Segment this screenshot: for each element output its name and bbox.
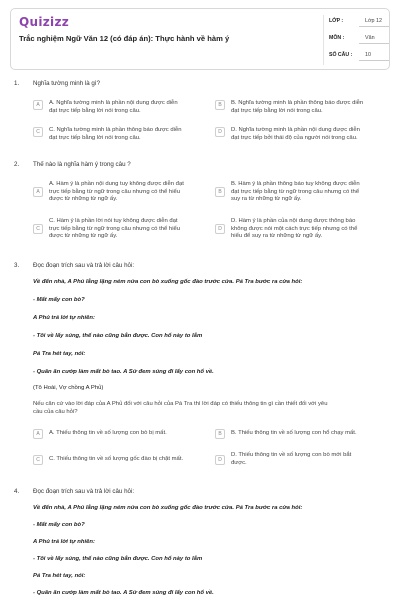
option-key: D bbox=[215, 455, 225, 465]
option-key: B bbox=[215, 429, 225, 439]
passage-line: Về đến nhà, A Phủ lẳng lặng ném nửa con bò xuống gốc đào trước cửa. Pá Tra bước ra cửa hỏi: bbox=[33, 279, 303, 285]
meta-subject-label: MÔN : bbox=[329, 35, 345, 41]
option-text: D. Nghĩa tường minh là phần nội dung được diễn đạt trực tiếp bởi thái độ của người nói trong câu. bbox=[231, 127, 360, 141]
option-text: C. Hàm ý là phần lời nói tuy không được diễn đạt trực tiếp bằng từ ngữ trong câu nhưng có thể hiểu được từ những từ ngữ ấy. bbox=[49, 218, 181, 240]
passage-line: - Mất mấy con bò? bbox=[33, 522, 85, 528]
option-key: B bbox=[215, 187, 225, 197]
option-text: B. Hàm ý là phần thông báo tuy không được diễn đạt trực tiếp bằng từ ngữ trong câu nhưng có thể suy ra từ những từ ngữ ấy. bbox=[231, 181, 360, 203]
meta-subject-value: Văn bbox=[359, 32, 389, 44]
worksheet-title: Trắc nghiệm Ngữ Văn 12 (có đáp án): Thực hành về hàm ý bbox=[19, 34, 230, 43]
option-key: A bbox=[33, 187, 43, 197]
passage-line: - Tôi về lấy súng, thế nào cũng bắn được. Con hổ này to lắm bbox=[33, 556, 203, 562]
question-number: 3. bbox=[14, 262, 20, 269]
option-text: D. Hàm ý là phần của nội dung được thông báo không được nói một cách trực tiếp nhưng có thể hiểu để suy ra từ những từ ngữ ấy. bbox=[231, 218, 358, 240]
header-divider bbox=[323, 15, 324, 65]
meta-class-label: LỚP : bbox=[329, 18, 344, 24]
question-number: 2. bbox=[14, 161, 20, 168]
passage-line: - Quân ăn cướp làm mất bò tao. A Sử đem súng đi lấy con hổ về. bbox=[33, 369, 214, 375]
option-text: B. Nghĩa tường minh là phần thông báo được diễn đạt trực tiếp bằng lời nói trong câu. bbox=[231, 100, 364, 114]
option-text: A. Hàm ý là phần nội dung tuy không được diễn đạt trực tiếp bằng từ ngữ trong câu nhưng có thể hiểu được từ những từ ngữ ấy. bbox=[49, 181, 184, 203]
question-text: Nghĩa tường minh là gì? bbox=[33, 80, 101, 87]
worksheet-meta bbox=[329, 9, 391, 71]
meta-class-value: Lớp 12 bbox=[359, 15, 389, 27]
meta-subject-row bbox=[329, 31, 391, 47]
option-key: B bbox=[215, 100, 225, 110]
worksheet-header bbox=[10, 8, 390, 70]
passage-line: Pá Tra hét tay, nói: bbox=[33, 573, 86, 579]
meta-count-row bbox=[329, 48, 391, 64]
quizizz-logo: Quizizz bbox=[19, 15, 70, 29]
passage-line: Về đến nhà, A Phủ lẳng lặng ném nửa con bò xuống gốc đào trước cửa. Pá Tra bước ra cửa hỏi: bbox=[33, 505, 303, 511]
option-key: C bbox=[33, 455, 43, 465]
option-text: A. Nghĩa tường minh là phần nội dung được diễn đạt trực tiếp bằng lời nói trong câu. bbox=[49, 100, 178, 114]
option-text: D. Thiếu thông tin về số lượng con bò mới bắt được. bbox=[231, 452, 352, 466]
passage-line: - Quân ăn cướp làm mất bò tao. A Sử đem súng đi lấy con hổ về. bbox=[33, 590, 214, 596]
meta-count-label: SỐ CÂU : bbox=[329, 52, 353, 58]
option-key: A bbox=[33, 429, 43, 439]
question-text: Đọc đoạn trích sau và trả lời câu hỏi: bbox=[33, 262, 135, 269]
option-key: C bbox=[33, 224, 43, 234]
question-text: Đọc đoạn trích sau và trả lời câu hỏi: bbox=[33, 488, 135, 495]
passage-line: A Phủ trả lời tự nhiên: bbox=[33, 315, 95, 321]
option-key: D bbox=[215, 127, 225, 137]
passage-line: Pá Tra hét tay, nói: bbox=[33, 351, 86, 357]
passage-source: (Tô Hoài, Vợ chồng A Phủ) bbox=[33, 385, 104, 391]
question-number: 4. bbox=[14, 488, 20, 495]
option-key: A bbox=[33, 100, 43, 110]
question-number: 1. bbox=[14, 80, 20, 87]
passage-line: - Mất mấy con bò? bbox=[33, 297, 85, 303]
question-text: Thế nào là nghĩa hàm ý trong câu ? bbox=[33, 161, 131, 168]
option-text: A. Thiếu thông tin về số lượng con bò bị mất. bbox=[49, 430, 167, 436]
option-text: C. Nghĩa tường minh là phần thông báo được diễn đạt trực tiếp bằng lời nói trong câu. bbox=[49, 127, 182, 141]
question-prompt: Nếu căn cứ vào lời đáp của A Phủ đối với câu hỏi của Pá Tra thì lời đáp có thiếu thông tin gì cần thiết đối với yêu cầu của câu hỏi? bbox=[33, 401, 328, 415]
passage-line: - Tôi về lấy súng, thế nào cũng bắn được. Con hổ này to lắm bbox=[33, 333, 203, 339]
meta-count-value: 10 bbox=[359, 49, 389, 61]
option-key: C bbox=[33, 127, 43, 137]
option-key: D bbox=[215, 224, 225, 234]
passage-line: A Phủ trả lời tự nhiên: bbox=[33, 539, 95, 545]
option-text: B. Thiếu thông tin về số lượng con hổ chạy mất. bbox=[231, 430, 357, 436]
meta-class-row bbox=[329, 14, 391, 30]
option-text: C. Thiếu thông tin về số lượng gốc đào bị chặt mất. bbox=[49, 456, 184, 462]
